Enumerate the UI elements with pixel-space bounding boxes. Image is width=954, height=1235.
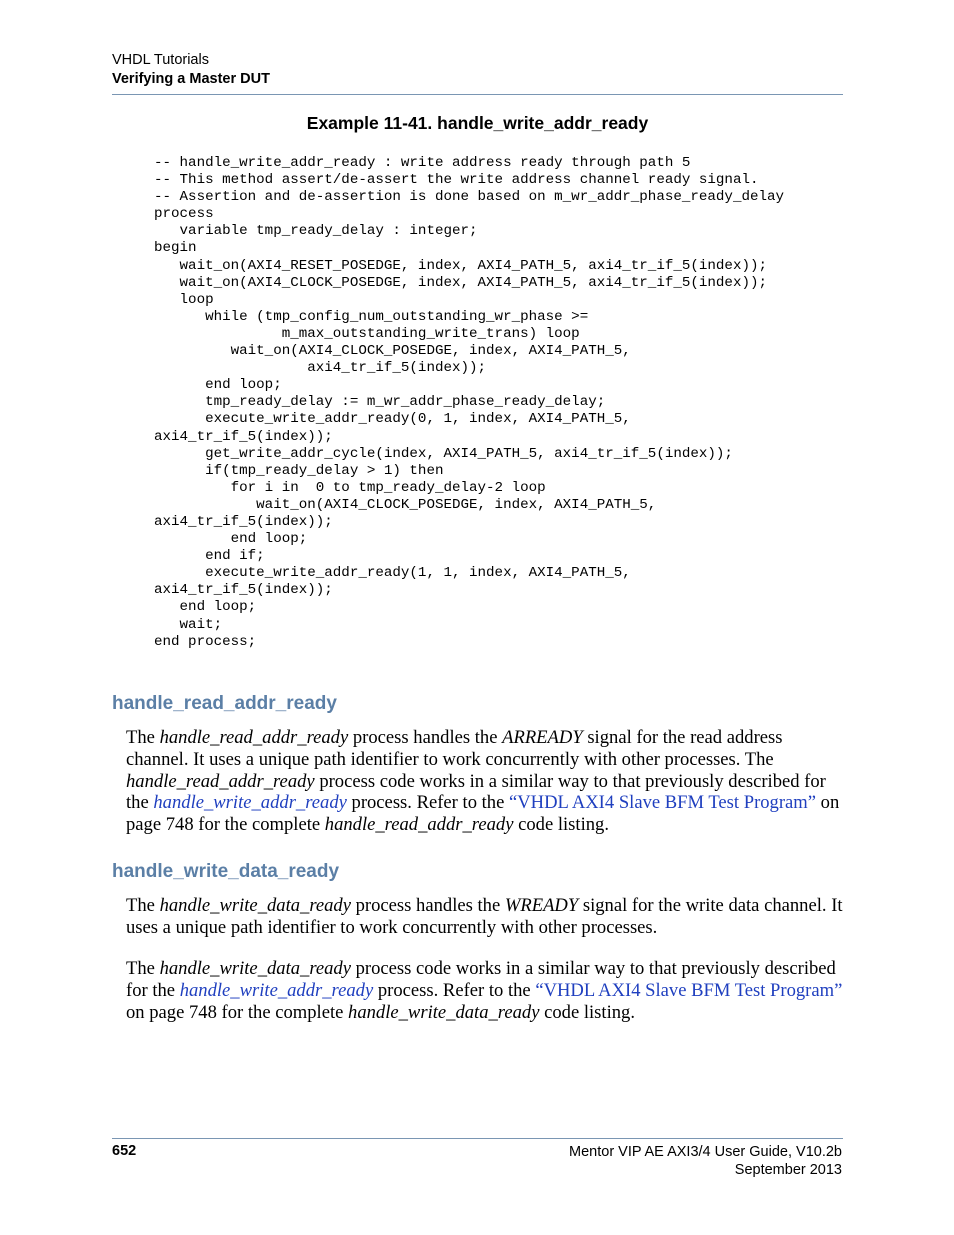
text: on page 748 for the complete [126,792,840,836]
footer-date: September 2013 [734,1162,842,1178]
link-slave-bfm-test-program[interactable]: “VHDL AXI4 Slave BFM Test Program” [535,979,843,1001]
text: code listing. [513,814,609,836]
header-divider [112,94,843,95]
text: signal for the write data channel. It uses a unique path identifier to work concurrently with other processes. [126,895,843,938]
text: on page 748 for the complete [126,1001,349,1023]
text: process handles the [348,727,503,748]
running-header [112,51,843,89]
italic-signal: WREADY [504,895,579,916]
page-number: 652 [112,1143,137,1159]
italic-term: handle_write_data_ready [159,958,351,979]
link-slave-bfm-test-program[interactable]: “VHDL AXI4 Slave BFM Test Program” [509,792,817,814]
link-handle-write-addr-ready[interactable]: handle_write_addr_ready [153,792,347,814]
footer-guide-title: Mentor VIP AE AXI3/4 User Guide, V10.2b [569,1144,842,1160]
heading-handle-read-addr-ready: handle_read_addr_ready [112,693,337,714]
text: process. Refer to the [346,792,509,814]
header-section: Verifying a Master DUT [112,71,270,87]
text: process code works in a similar way to that previously described for the [126,958,836,1001]
code-listing: -- handle_write_addr_ready : write address ready through path 5 -- This method assert/de-assert the write address channel ready signal. -- Assertion and de-assertion is done based on m_wr_addr_phase_ready_delay process variable tmp_ready_delay : integer; begin wait_on(AXI4_RESET_POSEDGE, index, AXI4_PATH_5, axi4_tr_if_5(index)); wait_on(AXI4_CLOCK_POSEDGE, index, AXI4_PATH_5, axi4_tr_if_5(index)); loop while (tmp_config_num_outstanding_wr_phase >= m_max_outstanding_write_trans) loop wait_on(AXI4_CLOCK_POSEDGE, index, AXI4_PATH_5, axi4_tr_if_5(index)); end loop; tmp_ready_delay := m_wr_addr_phase_ready_delay; execute_write_addr_ready(0, 1, index, AXI4_PATH_5, axi4_tr_if_5(index)); get_write_addr_cycle(index, AXI4_PATH_5, axi4_tr_if_5(index)); if(tmp_ready_delay > 1) then for i in 0 to tmp_ready_delay-2 loop wait_on(AXI4_CLOCK_POSEDGE, index, AXI4_PATH_5, axi4_tr_if_5(index)); end loop; end if; execute_write_addr_ready(1, 1, index, AXI4_PATH_5, axi4_tr_if_5(index)); end loop; wait; end process; [154,155,785,650]
italic-term: handle_read_addr_ready [159,727,349,748]
example-title: Example 11-41. handle_write_addr_ready [306,113,649,133]
italic-term: handle_read_addr_ready [324,814,514,836]
italic-signal: ARREADY [502,727,583,748]
text: The [126,958,160,979]
paragraph-write-data-ready-2 [126,958,844,1023]
paragraph-write-data-ready-1 [126,895,844,939]
header-chapter: VHDL Tutorials [112,52,209,68]
text: code listing. [539,1001,635,1023]
running-footer [569,1143,842,1179]
text: process code works in a similar way to that previously described for the [126,770,826,814]
heading-handle-write-data-ready: handle_write_data_ready [112,861,340,882]
text: process handles the [350,895,505,916]
text: process. Refer to the [373,979,536,1001]
italic-term: handle_read_addr_ready [126,770,315,792]
text: The [126,895,160,916]
footer-divider [112,1138,843,1139]
paragraph-read-addr-ready [126,727,844,836]
italic-term: handle_write_data_ready [159,895,351,916]
text: The [126,727,160,748]
text: signal for the read address channel. It uses a unique path identifier to work concurrently with other processes. The [126,727,783,770]
italic-term: handle_write_data_ready [348,1001,540,1023]
link-handle-write-addr-ready[interactable]: handle_write_addr_ready [179,979,374,1001]
